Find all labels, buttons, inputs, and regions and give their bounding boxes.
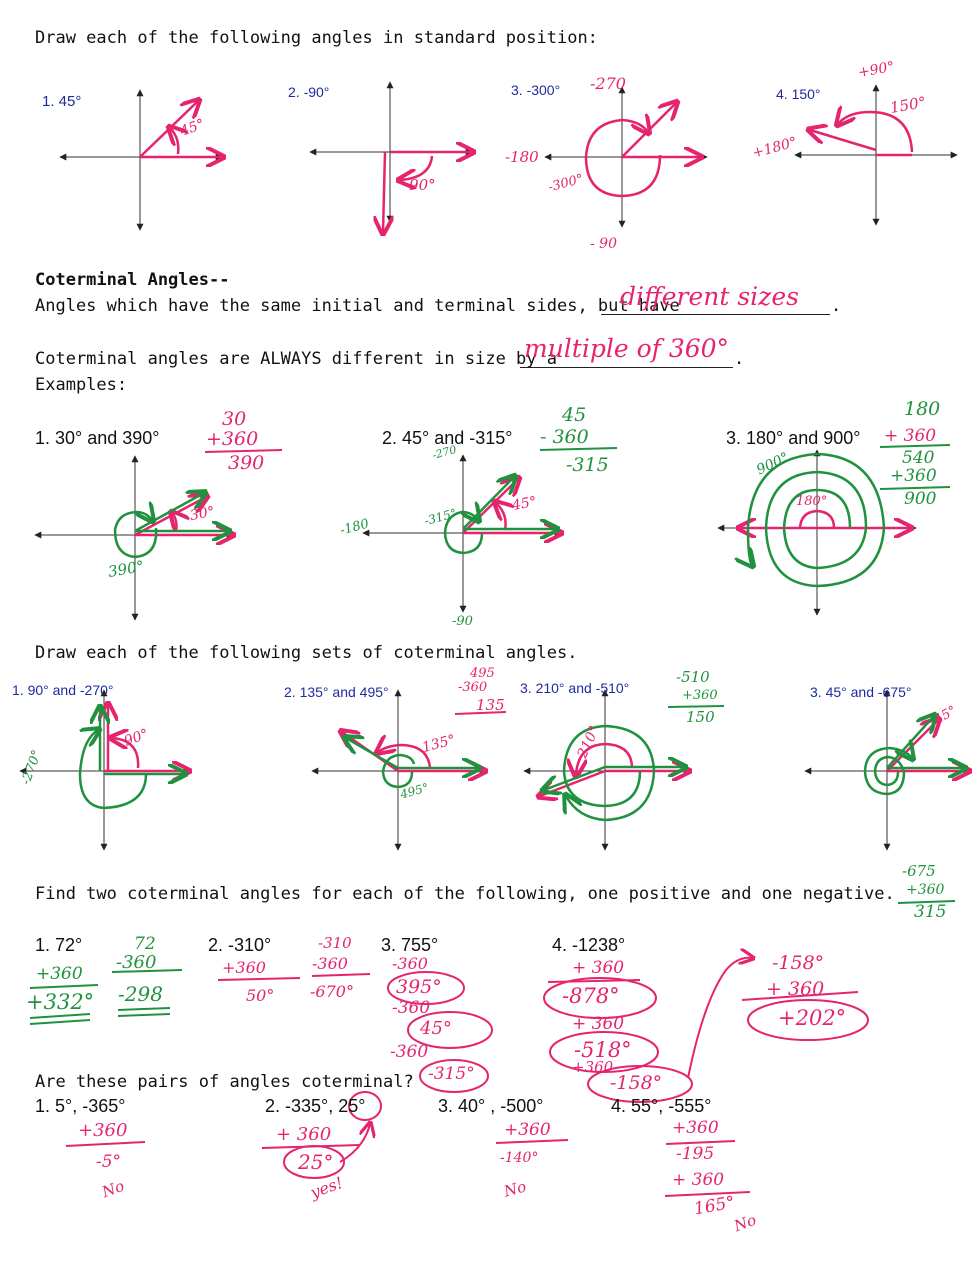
s2-work: 495 (470, 666, 495, 681)
s2-work: 150 (686, 708, 715, 726)
s3-work: -158° (772, 952, 825, 974)
ex-work: 180 (904, 398, 941, 420)
s3-work: -360 (116, 952, 157, 973)
s2-note: 45° (931, 703, 960, 728)
ex-work: + 360 (884, 426, 937, 446)
s2-work: 315 (914, 902, 947, 922)
s4-problem-4: 4. 55°, -555° (611, 1096, 712, 1116)
example-neg315 (445, 477, 556, 553)
s1-problem-3: 3. -300° (511, 82, 561, 98)
definition-answer: different sizes (620, 282, 799, 311)
s3-work: -360 (312, 954, 348, 973)
s3-work: +332° (26, 990, 95, 1014)
ex-note: 30° (188, 503, 217, 525)
example-390 (115, 493, 228, 557)
s1-note: +180° (750, 134, 799, 162)
s3-work: 45° (420, 1018, 452, 1039)
s1-note: -180 (505, 148, 539, 166)
s3-work: -360 (392, 998, 431, 1018)
s2-work: -510 (676, 668, 710, 686)
ex-note: -180 (338, 516, 371, 539)
s4-work: No (99, 1176, 127, 1202)
ex-note: -315° (422, 505, 459, 529)
s4-work: -5° (96, 1152, 122, 1172)
s2-work: 135 (476, 696, 505, 714)
s4-work: -195 (676, 1144, 715, 1164)
s3-problem-3: 3. 755° (381, 935, 439, 955)
s1-note: 150° (888, 92, 928, 118)
axes-ex-1 (35, 456, 233, 620)
s3-work: -518° (574, 1038, 632, 1062)
s3-work: +360 (222, 958, 266, 977)
coterminal-definition: Angles which have the same initial and terminal sides, but have (35, 296, 680, 316)
s4-work: +360 (504, 1120, 551, 1140)
s4-work: No (731, 1210, 759, 1236)
ex-note: -90 (452, 614, 473, 629)
ex-work: - 360 (540, 426, 589, 448)
examples-label: Examples: (35, 375, 128, 395)
ex-note: 900° (754, 449, 792, 479)
coterminal-rule: Coterminal angles are ALWAYS different in size by a (35, 349, 557, 369)
s3-work: 50° (246, 986, 275, 1005)
s1-note: -270 (590, 74, 626, 93)
set2 (342, 732, 484, 787)
ex-note: 45° (510, 493, 539, 515)
ex-work: +360 (206, 428, 259, 450)
s3-work: -360 (392, 954, 428, 973)
s4-problem-1: 1. 5°, -365° (35, 1096, 126, 1116)
s3-work: +202° (778, 1006, 847, 1030)
set1 (80, 705, 188, 808)
ex-work: -315 (566, 454, 609, 476)
example-1: 1. 30° and 390° (35, 428, 160, 448)
rule-blank (520, 367, 733, 368)
angle-neg300 (586, 103, 700, 196)
s4-work: +360 (78, 1120, 128, 1141)
s4-work: No (502, 1177, 529, 1201)
axes-s1-1 (60, 90, 222, 230)
s1-problem-1: 1. 45° (42, 93, 82, 110)
s3-problem-2: 2. -310° (208, 935, 272, 955)
s3-work: + 360 (572, 958, 625, 978)
section2-heading: Draw each of the following sets of coterminal angles. (35, 643, 578, 663)
ex-work: 540 (902, 448, 935, 468)
s4-problem-3: 3. 40° , -500° (438, 1096, 544, 1116)
coterminal-heading: Coterminal Angles-- (35, 270, 230, 290)
s4-problem-2: 2. -335°, 25° (265, 1096, 366, 1116)
s4-work: + 360 (276, 1124, 332, 1145)
s1-note: - 90 (590, 236, 617, 252)
s3-work: -298 (118, 982, 163, 1006)
s3-work: + 360 (766, 978, 825, 1000)
s2-note: 210° (574, 723, 604, 761)
s1-note: 45° (178, 116, 207, 140)
s3-problem-1: 1. 72° (35, 935, 83, 955)
s3-work: + 360 (572, 1014, 625, 1034)
s2-work: +360 (906, 882, 945, 898)
s2-problem-2: 2. 135° and 495° (284, 684, 389, 700)
s3-work: -310 (318, 934, 352, 952)
ex-work: +360 (890, 466, 937, 486)
s3-work: -878° (562, 984, 620, 1008)
s3-work: -315° (428, 1064, 475, 1084)
s2-work: +360 (682, 688, 718, 703)
angle-150 (810, 112, 912, 155)
ex-note: -270 (430, 443, 458, 462)
example-2: 2. 45° and -315° (382, 428, 513, 448)
section4-heading: Are these pairs of angles coterminal? (35, 1072, 414, 1092)
s3-work: +360 (36, 964, 83, 984)
s3-work: -670° (310, 982, 354, 1001)
ex-work: 45 (562, 404, 587, 426)
s1-problem-4: 4. 150° (776, 86, 821, 102)
ex-work: 900 (904, 489, 937, 509)
section1-heading: Draw each of the following angles in standard position: (35, 28, 598, 48)
s4-work: + 360 (672, 1170, 725, 1190)
s4-work: yes! (307, 1172, 346, 1203)
s2-work: -360 (458, 680, 488, 695)
set4 (865, 716, 968, 794)
example-3: 3. 180° and 900° (726, 428, 861, 448)
s1-note: -90° (404, 176, 436, 194)
s2-problem-3: 3. 210° and -510° (520, 680, 630, 696)
s2-note: 90° (122, 726, 151, 750)
s1-note: -300° (546, 171, 586, 196)
s4-work: 25° (298, 1150, 334, 1174)
ex-note: 390° (106, 556, 146, 582)
s3-work: 72 (134, 934, 156, 954)
ex-work: 390 (228, 452, 265, 474)
set3 (540, 726, 688, 820)
s4-work: -140° (500, 1150, 539, 1166)
s2-work: -675 (902, 862, 936, 880)
s3-work: -158° (610, 1072, 663, 1094)
s4-work: 165° (692, 1192, 737, 1220)
s2-note: 135° (420, 731, 458, 757)
ex-work: 30 (222, 408, 247, 430)
ex-note: 180° (796, 494, 828, 509)
s4-work: +360 (672, 1118, 719, 1138)
s2-note: 495° (398, 780, 431, 802)
definition-blank (601, 314, 830, 315)
s2-problem-4: 3. 45° and -675° (810, 684, 912, 700)
s1-problem-2: 2. -90° (288, 84, 330, 100)
rule-answer: multiple of 360° (524, 334, 730, 363)
s2-note: -270° (18, 748, 46, 787)
s3-work: 395° (396, 976, 442, 998)
s3-problem-4: 4. -1238° (552, 935, 626, 955)
s3-work: +360 (572, 1058, 614, 1076)
s2-problem-1: 1. 90° and -270° (12, 682, 114, 698)
s1-note: +90° (856, 58, 896, 82)
s3-work: -360 (390, 1042, 429, 1062)
section3-heading: Find two coterminal angles for each of the following, one positive and one negative. (35, 884, 895, 904)
